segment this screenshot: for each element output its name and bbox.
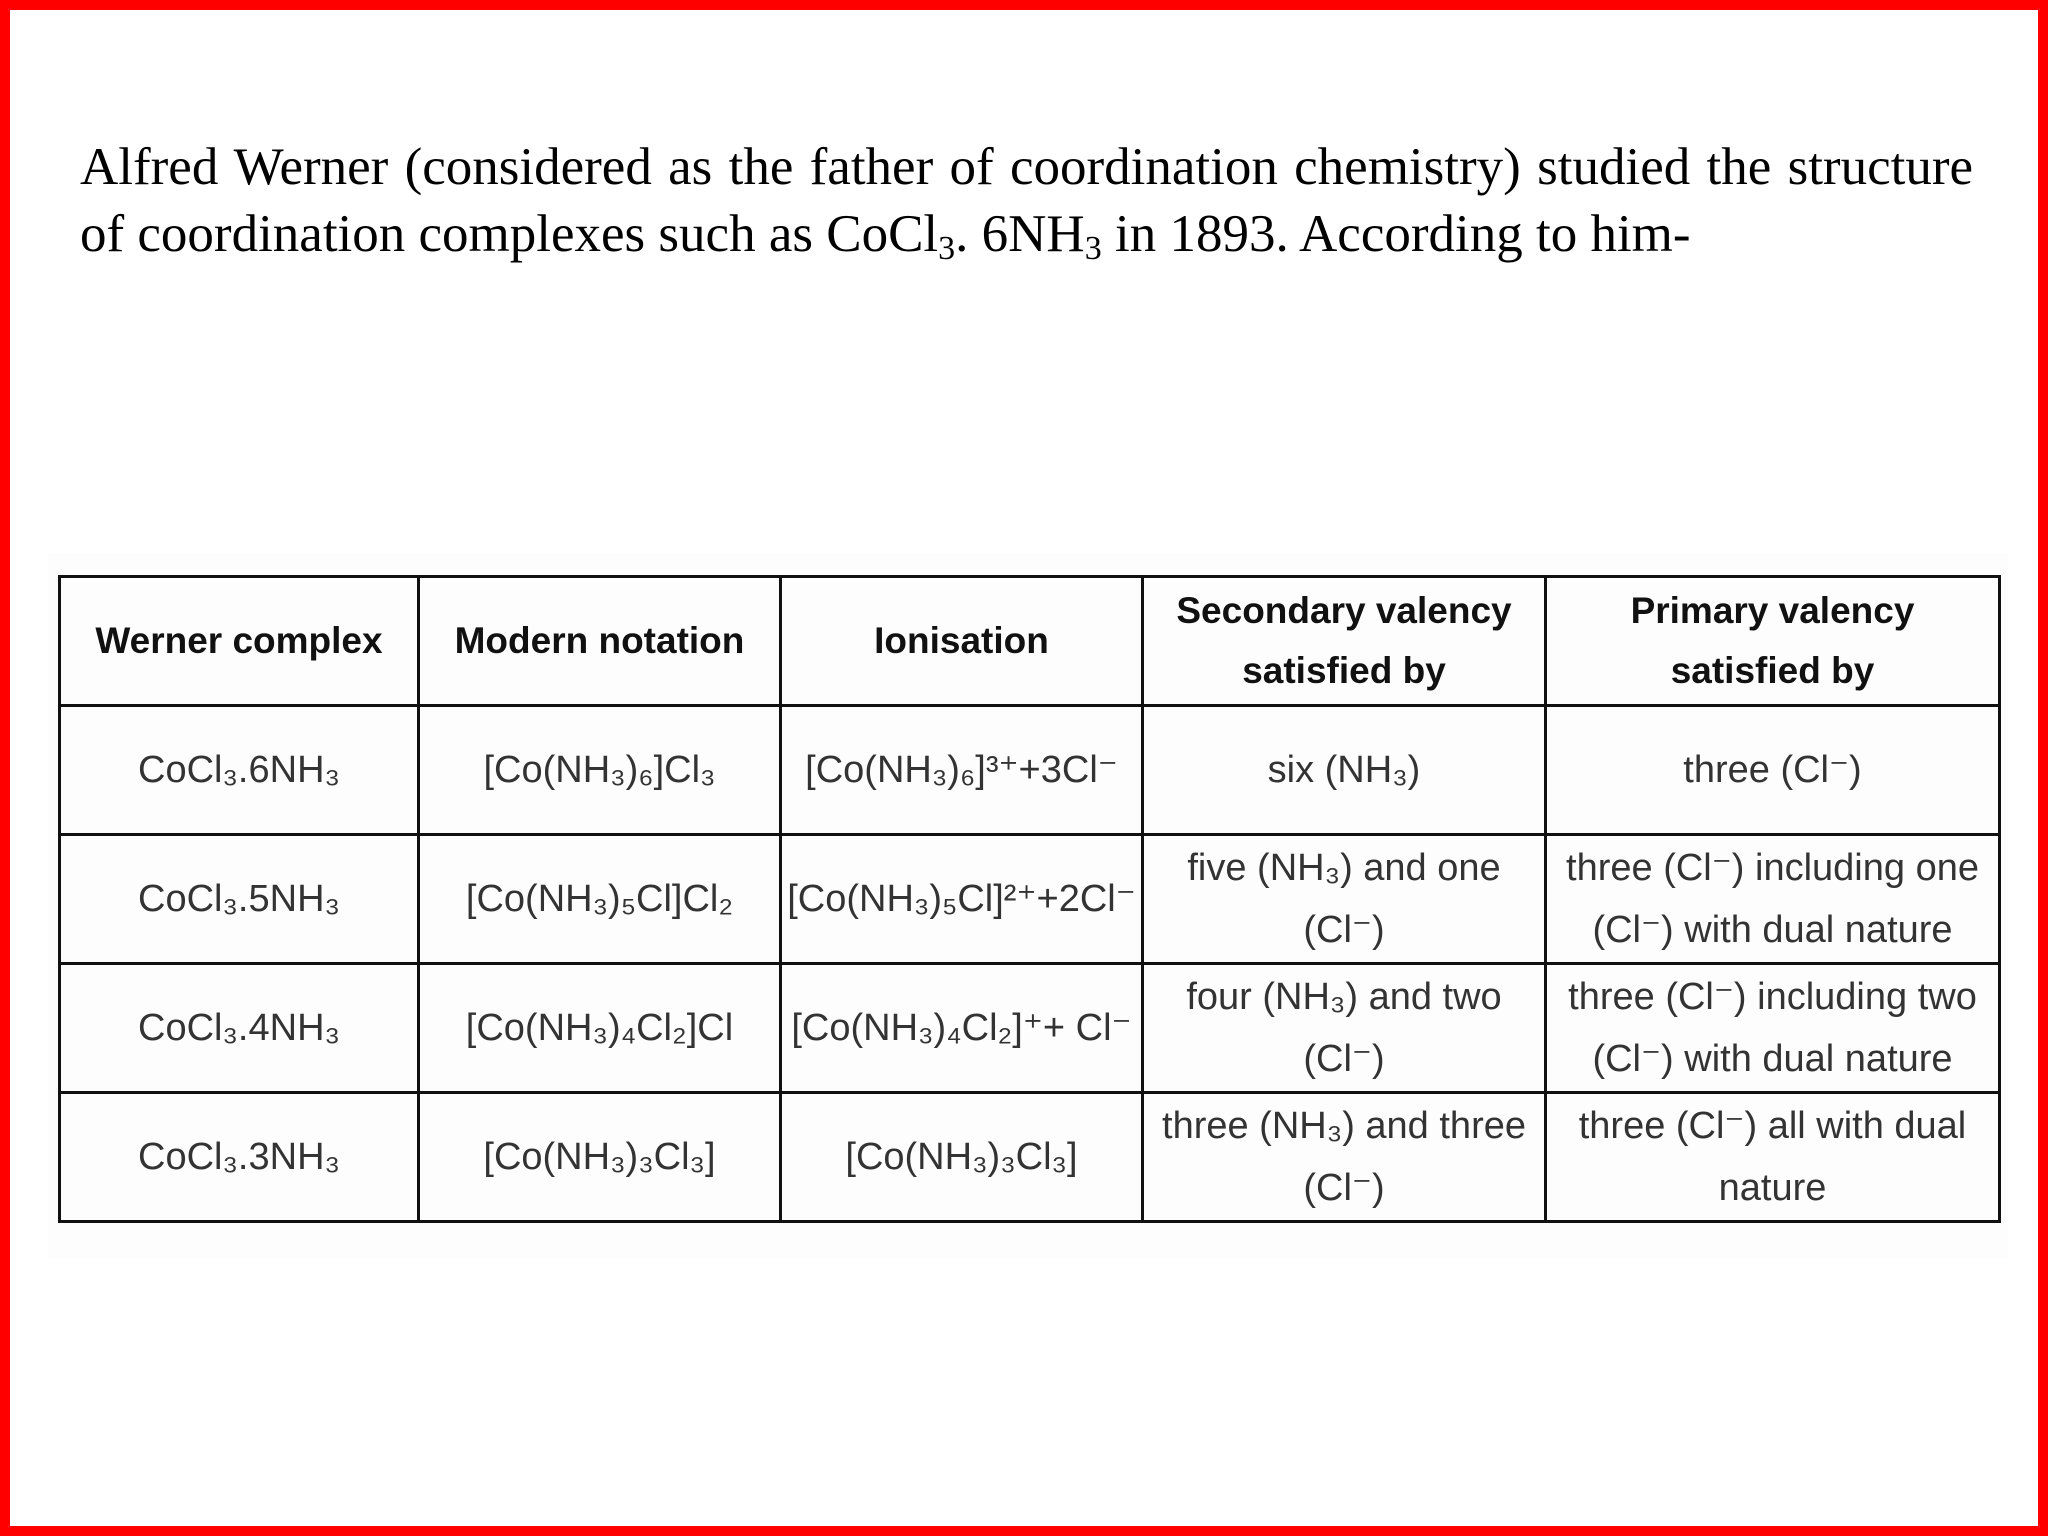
cell-primary-valency: three (Cl⁻) all with dual nature [1546, 1093, 2000, 1222]
werner-table-card [48, 553, 2008, 1258]
header-primary-valency: Primary valency satisfied by [1546, 577, 2000, 706]
cell-werner-complex: CoCl₃.3NH₃ [60, 1093, 419, 1222]
werner-complex-table [58, 575, 2001, 1223]
table-row [60, 964, 2000, 1093]
header-werner-complex: Werner complex [60, 577, 419, 706]
cell-primary-valency: three (Cl⁻) including two (Cl⁻) with dual nature [1546, 964, 2000, 1093]
header-modern-notation: Modern notation [419, 577, 781, 706]
cell-modern-notation: [Co(NH₃)₆]Cl₃ [419, 706, 781, 835]
intro-subscript-nh: 3 [1084, 230, 1102, 267]
header-ionisation: Ionisation [781, 577, 1143, 706]
cell-secondary-valency: five (NH₃) and one (Cl⁻) [1143, 835, 1546, 964]
cell-secondary-valency: three (NH₃) and three (Cl⁻) [1143, 1093, 1546, 1222]
intro-text-after: in 1893. According to him- [1101, 205, 1691, 263]
cell-primary-valency: three (Cl⁻) [1546, 706, 2000, 835]
cell-werner-complex: CoCl₃.4NH₃ [60, 964, 419, 1093]
cell-ionisation: [Co(NH₃)₄Cl₂]⁺+ Cl⁻ [781, 964, 1143, 1093]
cell-modern-notation: [Co(NH₃)₄Cl₂]Cl [419, 964, 781, 1093]
cell-secondary-valency: four (NH₃) and two (Cl⁻) [1143, 964, 1546, 1093]
table-header-row [60, 577, 2000, 706]
cell-modern-notation: [Co(NH₃)₃Cl₃] [419, 1093, 781, 1222]
cell-ionisation: [Co(NH₃)₆]³⁺+3Cl⁻ [781, 706, 1143, 835]
intro-text-before: Alfred Werner (considered as the father of coordination chemistry) studied the structure of coordination complexes such as CoCl [80, 138, 1973, 263]
cell-modern-notation: [Co(NH₃)₅Cl]Cl₂ [419, 835, 781, 964]
table-row [60, 835, 2000, 964]
cell-werner-complex: CoCl₃.6NH₃ [60, 706, 419, 835]
cell-ionisation: [Co(NH₃)₃Cl₃] [781, 1093, 1143, 1222]
table-row [60, 706, 2000, 835]
table-row [60, 1093, 2000, 1222]
header-secondary-valency: Secondary valency satisfied by [1143, 577, 1546, 706]
intro-paragraph [80, 134, 1973, 268]
intro-text-middle: . 6NH [955, 205, 1085, 263]
cell-werner-complex: CoCl₃.5NH₃ [60, 835, 419, 964]
cell-secondary-valency: six (NH₃) [1143, 706, 1546, 835]
cell-primary-valency: three (Cl⁻) including one (Cl⁻) with dual nature [1546, 835, 2000, 964]
cell-ionisation: [Co(NH₃)₅Cl]²⁺+2Cl⁻ [781, 835, 1143, 964]
intro-subscript-cl: 3 [938, 230, 956, 267]
